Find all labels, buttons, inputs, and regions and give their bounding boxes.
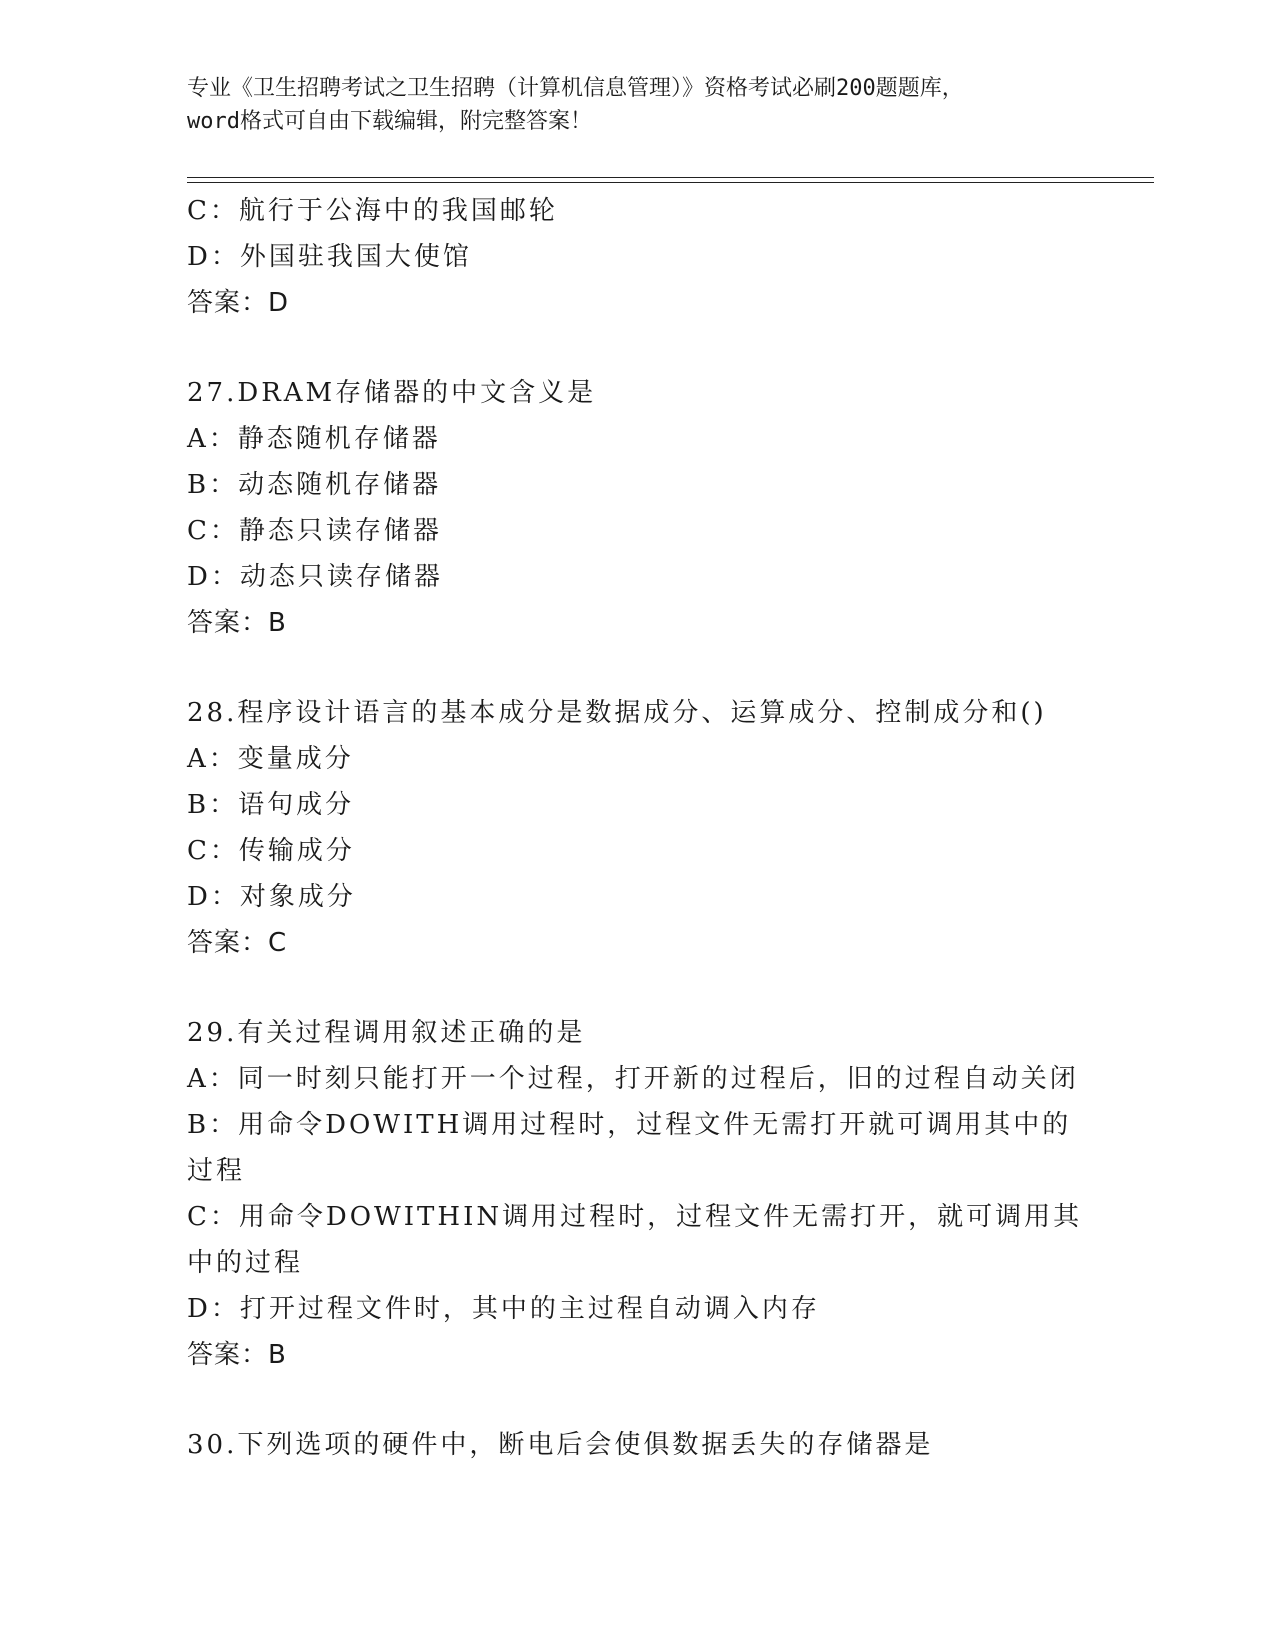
header-divider-top (187, 177, 1154, 178)
option-a: A：变量成分 (187, 744, 354, 774)
option-d: D：外国驻我国大使馆 (187, 242, 472, 272)
option-c: C：用命令DOWITHIN调用过程时，过程文件无需打开，就可调用其中的过程 (187, 1202, 1083, 1278)
header-line-2: word格式可自由下载编辑，附完整答案！ (187, 109, 592, 134)
header-divider-bottom (187, 182, 1154, 183)
option-c: C：航行于公海中的我国邮轮 (187, 196, 558, 226)
option-b: B：动态随机存储器 (187, 470, 442, 500)
question-29 (187, 1010, 1087, 1378)
question-26-continued (187, 188, 1087, 326)
answer: 答案：B (187, 608, 287, 638)
option-b: B：用命令DOWITH调用过程时，过程文件无需打开就可调用其中的过程 (187, 1110, 1072, 1186)
question-28 (187, 690, 1087, 966)
option-c: C：传输成分 (187, 836, 355, 866)
question-stem: 29.有关过程调用叙述正确的是 (187, 1018, 586, 1048)
option-c: C：静态只读存储器 (187, 516, 442, 546)
option-a: A：静态随机存储器 (187, 424, 441, 454)
question-list (187, 188, 1087, 1468)
option-d: D：打开过程文件时，其中的主过程自动调入内存 (187, 1294, 820, 1324)
option-d: D：对象成分 (187, 882, 356, 912)
document-header (187, 72, 1087, 138)
option-d: D：动态只读存储器 (187, 562, 443, 592)
header-line-1: 专业《卫生招聘考试之卫生招聘（计算机信息管理）》资格考试必刷200题题库， (187, 76, 964, 101)
option-b: B：语句成分 (187, 790, 355, 820)
answer: 答案：D (187, 288, 290, 318)
question-27 (187, 370, 1087, 646)
question-stem: 27.DRAM存储器的中文含义是 (187, 378, 597, 408)
question-stem: 30.下列选项的硬件中，断电后会使俱数据丢失的存储器是 (187, 1430, 934, 1460)
question-stem: 28.程序设计语言的基本成分是数据成分、运算成分、控制成分和() (187, 698, 1047, 728)
option-a: A：同一时刻只能打开一个过程，打开新的过程后，旧的过程自动关闭 (187, 1064, 1079, 1094)
question-30 (187, 1422, 1087, 1468)
answer: 答案：B (187, 1340, 287, 1370)
answer: 答案：C (187, 928, 288, 958)
